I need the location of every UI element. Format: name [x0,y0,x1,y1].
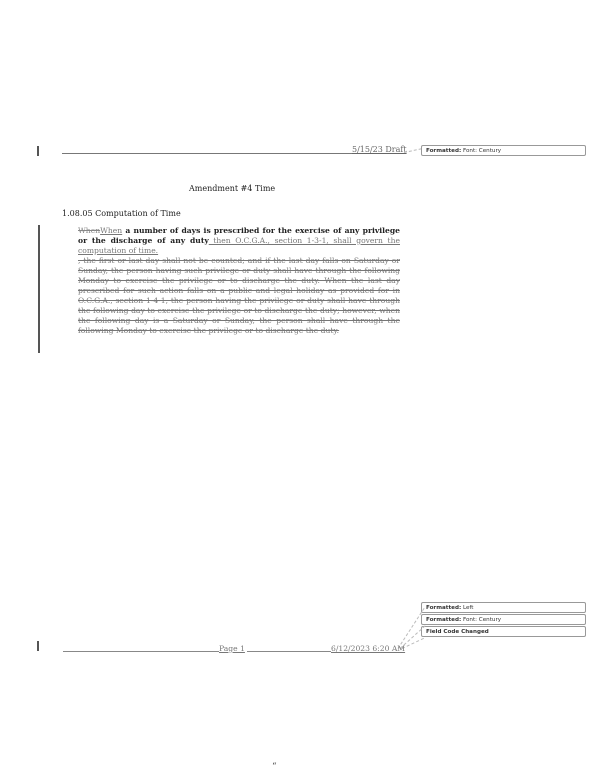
comment-label: Formatted: [426,605,462,611]
inserted-text: When [100,226,123,235]
footer-rule-right [247,651,331,652]
change-bar-paragraph [38,225,40,353]
change-bar-footer [37,641,39,651]
comment-value: Font: Century [462,617,502,623]
header-draft-label: 5/15/23 Draft [352,145,407,154]
deleted-text: When [78,226,101,235]
scan-artifact-mark: “ [272,762,277,772]
change-bar-header [37,146,39,156]
footer-rule-left [63,651,219,652]
inserted-text: then O.C.G.A., section 1-3-1, shall govern the computation of time. [78,236,400,255]
comment-value: Font: Century [462,148,502,154]
footer-page-number: Page 1 [219,644,245,653]
comment-balloon-format-font[interactable] [421,145,586,156]
deleted-block: , the first or last day shall not be counted; and if the last day falls on Saturday or Sunday, the person having such privilege or duty shall have through the following Monday to exercise the privilege or to discharge the duty. When the last day prescribed for such action falls on a public and legal holiday as provided for in O.C.G.A., section 1-4-1, the person having the privilege or duty shall have through the following day to exercise the privilege or to discharge the duty; however, when the following day is a Saturday or Sunday, the person shall have through the following Monday to exercise the privilege or to discharge the duty. [78,256,400,335]
comment-balloon-format-font[interactable] [421,614,586,625]
section-heading: 1.08.05 Computation of Time [62,209,181,218]
comment-label: Formatted: [426,617,462,623]
comment-label: Formatted: [426,148,462,154]
comment-balloon-format-left[interactable] [421,602,586,613]
footer-timestamp: 6/12/2023 6:20 AM [331,644,406,653]
document-title: Amendment #4 Time [189,184,276,193]
comment-label: Field Code Changed [426,629,489,635]
body-paragraph [78,226,400,336]
retained-text: a number of days is prescribed for the exercise of any privilege or the discharge of any duty [78,226,400,245]
comment-balloon-field-code[interactable] [421,626,586,637]
comment-value: Left [462,605,474,611]
